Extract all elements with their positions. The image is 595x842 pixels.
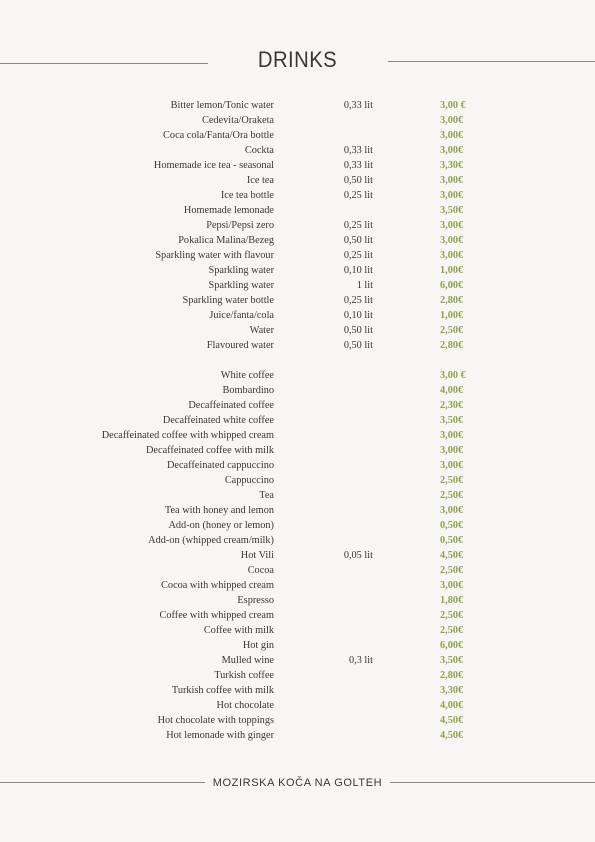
menu-item [0, 323, 595, 338]
menu-item [0, 158, 595, 173]
item-price: 3,30€ [440, 685, 464, 696]
item-price: 2,80€ [440, 340, 464, 351]
menu-item [0, 563, 595, 578]
item-price: 2,50€ [440, 625, 464, 636]
item-price: 3,00€ [440, 250, 464, 261]
menu-item [0, 728, 595, 743]
item-name: Decaffeinated cappuccino [166, 460, 274, 471]
item-price: 3,00€ [440, 220, 464, 231]
item-price: 3,00€ [440, 430, 464, 441]
item-price: 1,80€ [440, 595, 464, 606]
item-name: Decaffeinated white coffee [162, 415, 274, 426]
item-price: 3,00€ [440, 445, 464, 456]
item-price: 2,50€ [440, 565, 464, 576]
item-price: 3,50€ [440, 205, 464, 216]
menu-item [0, 503, 595, 518]
menu-item [0, 383, 595, 398]
menu-item [0, 113, 595, 128]
item-name: Hot chocolate with toppings [157, 715, 274, 726]
item-price: 3,00€ [440, 460, 464, 471]
item-name: Flavoured water [206, 340, 274, 351]
menu-item [0, 443, 595, 458]
item-name: Add-on (whipped cream/milk) [148, 535, 274, 546]
menu-item [0, 338, 595, 353]
item-price: 3,00€ [440, 190, 464, 201]
item-price: 4,50€ [440, 715, 464, 726]
item-price: 3,00€ [440, 580, 464, 591]
menu-item [0, 668, 595, 683]
item-name: Bombardino [222, 385, 274, 396]
item-price: 2,50€ [440, 475, 464, 486]
item-price: 3,00 € [440, 100, 466, 111]
item-price: 3,00€ [440, 505, 464, 516]
item-price: 0,50€ [440, 535, 464, 546]
item-name: Coca cola/Fanta/Ora bottle [163, 130, 274, 141]
menu-item [0, 488, 595, 503]
item-name: Turkish coffee with milk [171, 685, 274, 696]
menu-section [0, 368, 595, 743]
menu-item [0, 458, 595, 473]
menu-item [0, 638, 595, 653]
item-price: 3,00€ [440, 130, 464, 141]
item-volume: 0,33 lit [343, 160, 373, 171]
item-name: Turkish coffee [214, 670, 274, 681]
item-name: Decaffeinated coffee [188, 400, 274, 411]
item-name: Bitter lemon/Tonic water [170, 100, 274, 111]
item-price: 3,00€ [440, 235, 464, 246]
menu-item [0, 398, 595, 413]
item-name: Water [249, 325, 274, 336]
item-price: 3,50€ [440, 655, 464, 666]
menu-item [0, 428, 595, 443]
menu-item [0, 218, 595, 233]
item-name: Ice tea bottle [220, 190, 274, 201]
item-volume: 0,10 lit [343, 310, 373, 321]
menu-item [0, 578, 595, 593]
menu-item [0, 548, 595, 563]
item-price: 2,80€ [440, 295, 464, 306]
item-price: 1,00€ [440, 310, 464, 321]
item-name: Mulled wine [221, 655, 274, 666]
menu-item [0, 143, 595, 158]
menu-item [0, 653, 595, 668]
item-price: 3,00 € [440, 370, 466, 381]
item-price: 2,50€ [440, 325, 464, 336]
item-price: 2,50€ [440, 610, 464, 621]
menu-section [0, 98, 595, 353]
item-price: 6,00€ [440, 640, 464, 651]
item-name: Hot Vili [240, 550, 274, 561]
menu-item [0, 203, 595, 218]
item-price: 2,50€ [440, 490, 464, 501]
item-name: Hot chocolate [216, 700, 274, 711]
item-name: Hot lemonade with ginger [166, 730, 274, 741]
item-name: Tea with honey and lemon [164, 505, 274, 516]
menu-item [0, 188, 595, 203]
item-volume: 0,10 lit [343, 265, 373, 276]
item-name: Pokalica Malina/Bezeg [178, 235, 274, 246]
menu-item [0, 623, 595, 638]
item-volume: 0,25 lit [343, 220, 373, 231]
item-price: 4,50€ [440, 730, 464, 741]
menu-item [0, 683, 595, 698]
menu-item [0, 533, 595, 548]
menu-item [0, 308, 595, 323]
item-name: Juice/fanta/cola [209, 310, 274, 321]
item-name: Coffee with milk [203, 625, 274, 636]
menu-item [0, 518, 595, 533]
item-name: Cedevita/Oraketa [201, 115, 274, 126]
menu-item [0, 713, 595, 728]
item-volume: 0,50 lit [343, 340, 373, 351]
item-price: 0,50€ [440, 520, 464, 531]
item-price: 3,00€ [440, 175, 464, 186]
item-price: 1,00€ [440, 265, 464, 276]
menu-item [0, 98, 595, 113]
item-price: 4,00€ [440, 385, 464, 396]
item-name: Ice tea [246, 175, 274, 186]
item-price: 3,00€ [440, 145, 464, 156]
item-name: White coffee [220, 370, 274, 381]
drinks-menu [0, 98, 595, 743]
item-price: 3,30€ [440, 160, 464, 171]
item-name: Espresso [237, 595, 274, 606]
item-name: Pepsi/Pepsi zero [206, 220, 274, 231]
item-volume: 0,50 lit [343, 325, 373, 336]
item-name: Coffee with whipped cream [159, 610, 274, 621]
menu-item [0, 698, 595, 713]
item-volume: 0,50 lit [343, 235, 373, 246]
title-rule-right [388, 61, 595, 62]
menu-item [0, 608, 595, 623]
item-volume: 0,33 lit [343, 145, 373, 156]
item-name: Decaffeinated coffee with whipped cream [101, 430, 274, 441]
menu-item [0, 173, 595, 188]
item-name: Sparkling water with flavour [155, 250, 274, 261]
item-price: 4,00€ [440, 700, 464, 711]
item-price: 3,00€ [440, 115, 464, 126]
footer-text: MOZIRSKA KOČA NA GOLTEH [212, 777, 383, 789]
menu-item [0, 293, 595, 308]
menu-item [0, 128, 595, 143]
item-price: 3,50€ [440, 415, 464, 426]
item-name: Sparkling water bottle [182, 295, 274, 306]
menu-item [0, 368, 595, 383]
item-name: Cocoa with whipped cream [161, 580, 274, 591]
item-volume: 0,25 lit [343, 190, 373, 201]
menu-item [0, 278, 595, 293]
item-volume: 0,3 lit [348, 655, 373, 666]
item-name: Sparkling water [208, 265, 274, 276]
menu-item [0, 473, 595, 488]
item-name: Cockta [244, 145, 274, 156]
item-volume: 0,05 lit [343, 550, 373, 561]
footer-rule-right [390, 782, 595, 783]
menu-item [0, 413, 595, 428]
item-volume: 0,50 lit [343, 175, 373, 186]
item-price: 6,00€ [440, 280, 464, 291]
item-price: 4,50€ [440, 550, 464, 561]
item-name: Tea [259, 490, 274, 501]
item-price: 2,80€ [440, 670, 464, 681]
item-volume: 0,33 lit [343, 100, 373, 111]
item-volume: 1 lit [356, 280, 373, 291]
menu-item [0, 263, 595, 278]
item-volume: 0,25 lit [343, 250, 373, 261]
item-name: Decaffeinated coffee with milk [146, 445, 274, 456]
item-name: Homemade lemonade [183, 205, 274, 216]
item-name: Homemade ice tea - seasonal [153, 160, 274, 171]
item-volume: 0,25 lit [343, 295, 373, 306]
item-price: 2,30€ [440, 400, 464, 411]
menu-item [0, 233, 595, 248]
item-name: Cocoa [247, 565, 274, 576]
item-name: Hot gin [242, 640, 274, 651]
item-name: Cappuccino [224, 475, 274, 486]
menu-item [0, 593, 595, 608]
item-name: Sparkling water [208, 280, 274, 291]
item-name: Add-on (honey or lemon) [168, 520, 274, 531]
menu-item [0, 248, 595, 263]
page-title: DRINKS [257, 47, 338, 72]
